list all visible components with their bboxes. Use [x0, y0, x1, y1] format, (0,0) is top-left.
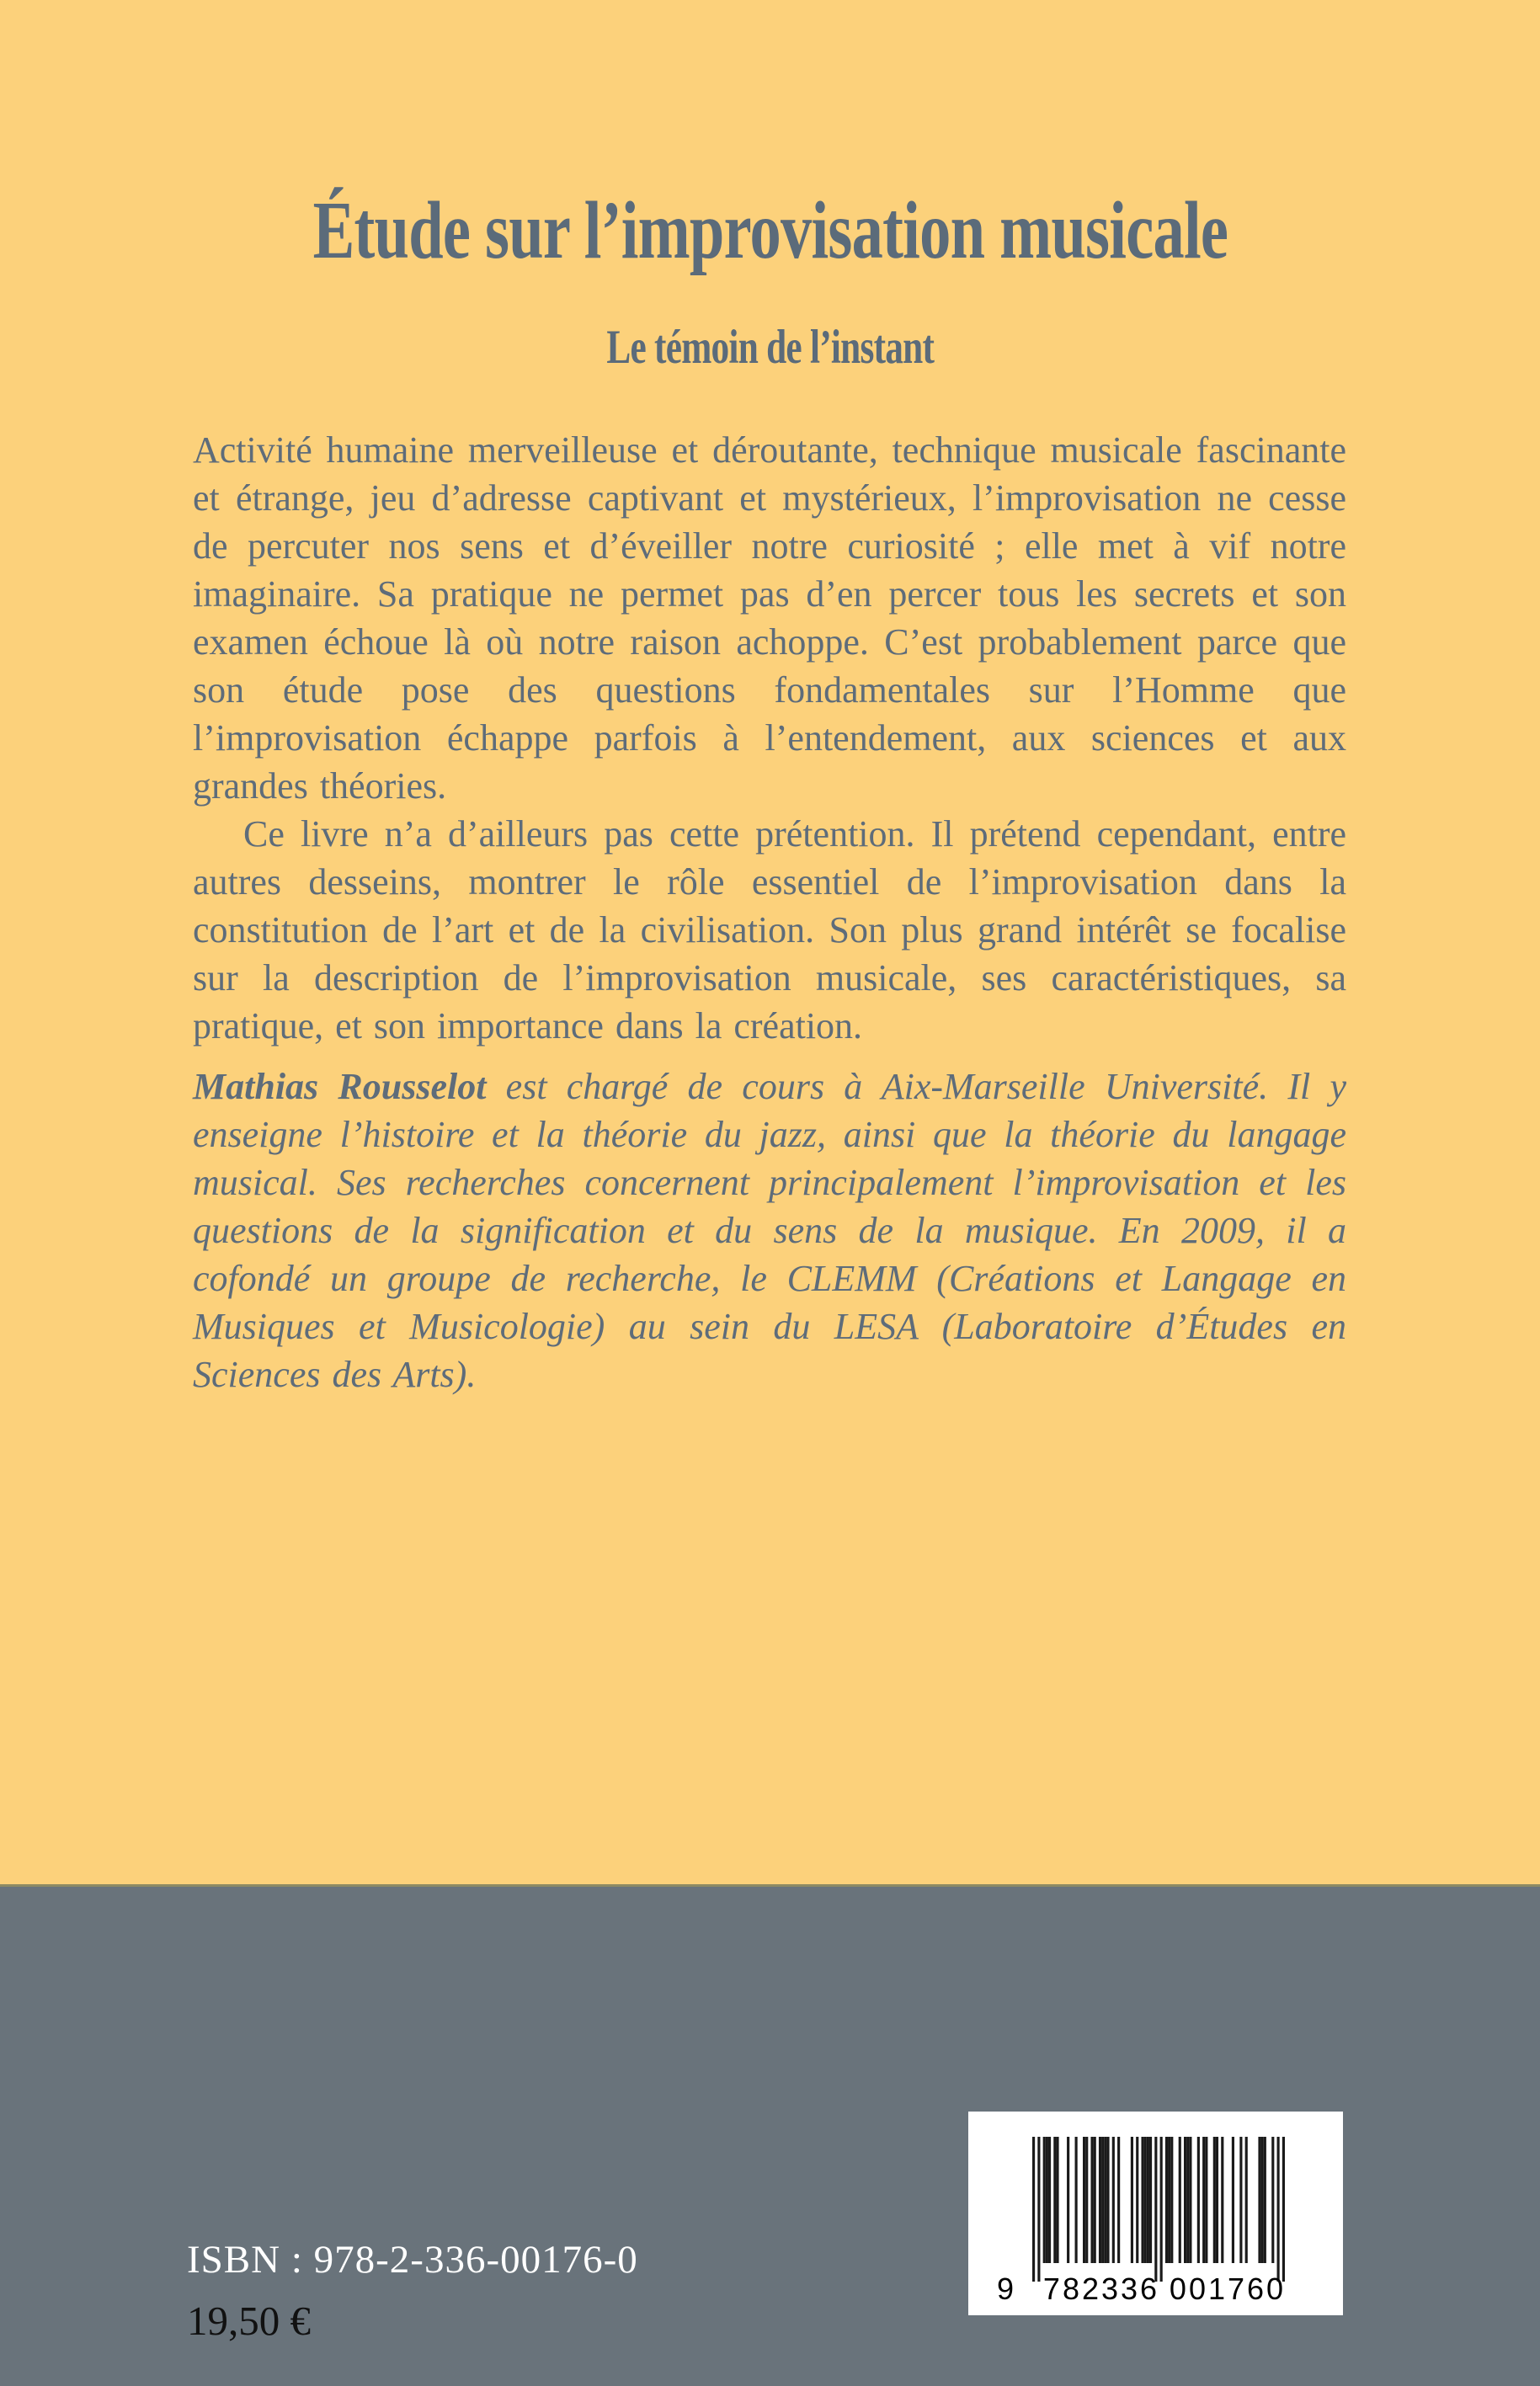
price-text: 19,50 €: [187, 2298, 311, 2344]
author-bio-paragraph: [193, 1063, 1346, 1398]
author-bio-text: est chargé de cours à Aix-Marseille Université. Il y enseigne l’histoire et la théorie du jazz, ainsi que la théorie du langage musical. Ses recherches concernent principalement l’improvisation et les questions de la signification et du sens de la musique. En 2009, il a cofondé un groupe de recherche, le CLEMM (Créations et Langage en Musiques et Musicologie) au sein du LESA (Laboratoire d’Études en Sciences des Arts).: [193, 1066, 1346, 1395]
book-subtitle-text: Le témoin de l’instant: [606, 321, 934, 374]
book-title-text: Étude sur l’improvisation musicale: [312, 185, 1228, 276]
barcode-digits-right: 001760: [1169, 2271, 1287, 2306]
barcode-bars: [1032, 2137, 1285, 2282]
barcode: [968, 2112, 1343, 2315]
author-name: Mathias Rousselot: [193, 1066, 487, 1107]
barcode-digits: [968, 2271, 1343, 2309]
barcode-digits-left: 782336: [1042, 2271, 1160, 2306]
isbn-text: ISBN : 978-2-336-00176-0: [187, 2238, 638, 2282]
bottom-band: [0, 1884, 1540, 2386]
author-bio: [193, 1063, 1346, 1398]
barcode-digit-first: 9: [997, 2271, 1015, 2306]
book-title: [0, 187, 1540, 274]
synopsis: [193, 426, 1346, 1050]
book-subtitle: [0, 322, 1540, 374]
synopsis-paragraph-2: Ce livre n’a d’ailleurs pas cette prétention. Il prétend cependant, entre autres desseins, montrer le rôle essentiel de l’improvisation dans la constitution de l’art et de la civilisation. Son plus grand intérêt se focalise sur la description de l’improvisation musicale, ses caractéristiques, sa pratique, et son importance dans la création.: [193, 813, 1346, 1047]
synopsis-paragraph-1: Activité humaine merveilleuse et déroutante, technique musicale fascinante et étrange, jeu d’adresse captivant et mystérieux, l’improvisation ne cesse de percuter nos sens et d’éveiller notre curiosité ; elle met à vif notre imaginaire. Sa pratique ne permet pas d’en percer tous les secrets et son examen échoue là où notre raison achoppe. C’est probablement parce que son étude pose des questions fondamentales sur l’Homme que l’improvisation échappe parfois à l’entendement, aux sciences et aux grandes théories.: [193, 429, 1346, 807]
